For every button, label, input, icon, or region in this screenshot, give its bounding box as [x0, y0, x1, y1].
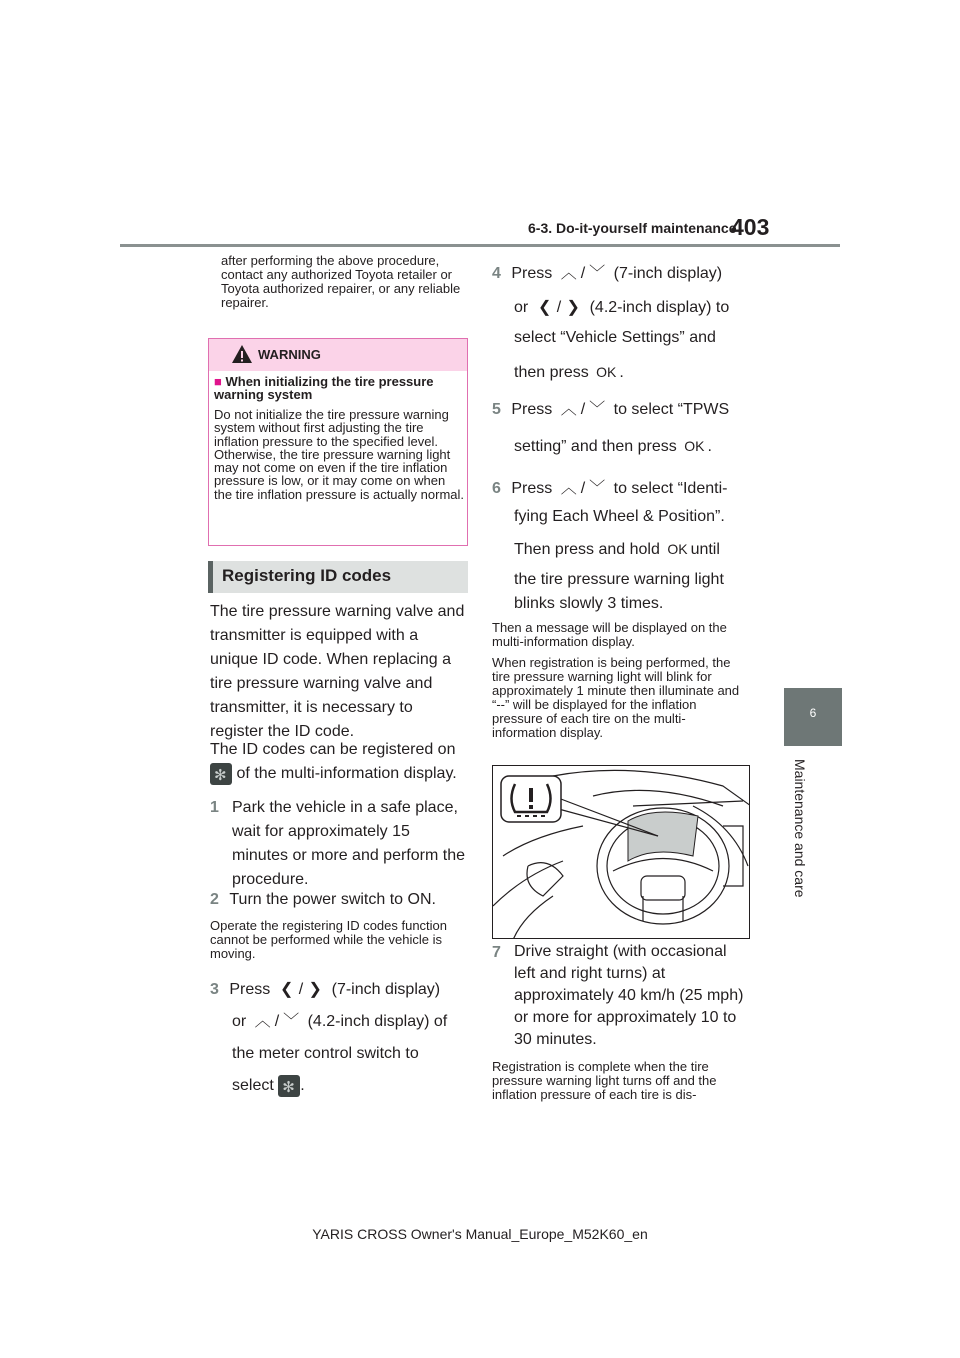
up-arrow-icon: ︿	[560, 401, 577, 418]
register-paragraph	[210, 738, 466, 786]
section-title: 6-3. Do-it-yourself maintenance	[528, 220, 737, 236]
intro-paragraph: The tire pressure warning valve and transmitter is equipped with a unique ID code. When replacing a tire pressure warning valve and transmitter, it is necessary to register the ID code.	[210, 603, 465, 740]
right-arrow-icon: ❯	[308, 981, 322, 998]
step-2	[210, 888, 466, 912]
warning-title: WARNING	[258, 347, 321, 362]
chapter-title: Maintenance and care	[792, 759, 808, 898]
settings-gear-icon	[278, 1075, 300, 1097]
right-arrow-icon: ❯	[566, 299, 580, 316]
settings-gear-icon	[210, 763, 232, 785]
step-text: Park the vehicle in a safe place, wait for approximately 15 minutes or more and perform the procedure.	[232, 799, 465, 888]
ok-button-icon: OK	[667, 541, 688, 557]
step-7-note: Registration is complete when the tire pressure warning light turns off and the inflation pressure of each tire is dis-	[492, 1059, 717, 1102]
header-rule	[120, 244, 840, 247]
step-3: 3 Press ❮ / ❯ (7-inch display) or ︿ / ﹀ (4.2-inch display) of the meter control switch to select ✻ .	[210, 978, 468, 1098]
step-number: 1	[210, 799, 219, 816]
step-6-note-a: Then a message will be displayed on the multi-information display.	[492, 620, 727, 649]
warning-heading	[214, 375, 464, 401]
step-5: 5 Press ︿ / ﹀ to select “TPWS setting” and then press OK .	[492, 398, 754, 459]
steering-wheel-illustration	[493, 766, 750, 939]
section-heading: Registering ID codes	[222, 566, 392, 585]
up-arrow-icon: ︿	[560, 265, 577, 282]
step-text: Turn the power switch to ON.	[229, 891, 436, 908]
down-arrow-icon: ﹀	[589, 480, 606, 497]
warning-bullet: ■	[214, 374, 222, 389]
register-text-a: The ID codes can be registered on	[210, 741, 456, 758]
down-arrow-icon: ﹀	[283, 1013, 300, 1030]
step-6-note-b: When registration is being performed, the tire pressure warning light will blink for approximately 1 minute then illuminate and “--” will be displayed for the inflation pressure of each tire on the multi-information display.	[492, 655, 740, 740]
step-1	[210, 796, 466, 888]
down-arrow-icon: ﹀	[589, 265, 606, 282]
up-arrow-icon: ︿	[560, 480, 577, 497]
ok-button-icon: OK	[684, 438, 705, 454]
footer-text: YARIS CROSS Owner's Manual_Europe_M52K60_en	[312, 1226, 648, 1242]
left-arrow-icon: ❮	[537, 299, 552, 316]
step-2-note: Operate the registering ID codes function cannot be performed while the vehicle is moving.	[210, 918, 448, 961]
dashboard-illustration	[492, 765, 750, 939]
step-7	[492, 941, 754, 1048]
page-number: 403	[731, 214, 770, 240]
intro-text: after performing the above procedure, contact any authorized Toyota retailer or Toyota authorized repairer, or any reliable repairer.	[221, 253, 461, 310]
section-heading-box	[208, 561, 468, 593]
left-arrow-icon: ❮	[280, 981, 294, 998]
step-number: 2	[210, 891, 219, 908]
ok-button-icon: OK	[596, 364, 617, 380]
register-text-b: of the multi-information display.	[236, 765, 457, 782]
warning-heading-text: When initializing the tire pressure warning system	[214, 374, 434, 402]
step-6: 6 Press ︿ / ﹀ to select “Identi- fying Each Wheel & Position”. Then press and hold OK until the tire pressure warning light blinks slowly 3 times.	[492, 477, 754, 616]
step-number: 7	[492, 944, 501, 961]
warning-body: Do not initialize the tire pressure warning system without first adjusting the tire inflation pressure to the specified level. Otherwise, the tire pressure warning light may not come on even if the tire inflation pressure is low, or it may come on when the tire inflation pressure is actually normal.	[214, 407, 465, 502]
step-4: 4 Press ︿ / ﹀ (7-inch display) or ❮ / ❯ (4.2-inch display) to select “Vehicle Settings” and then press OK .	[492, 262, 754, 385]
warning-header	[209, 339, 467, 371]
chapter-tab: 6	[784, 688, 842, 746]
up-arrow-icon: ︿	[254, 1013, 271, 1030]
step-text: Drive straight (with occasional left and right turns) at approximately 40 km/h (25 mph) or more for approximately 10 to 30 minutes.	[514, 943, 744, 1048]
warning-triangle-icon	[231, 344, 253, 364]
down-arrow-icon: ﹀	[589, 401, 606, 418]
